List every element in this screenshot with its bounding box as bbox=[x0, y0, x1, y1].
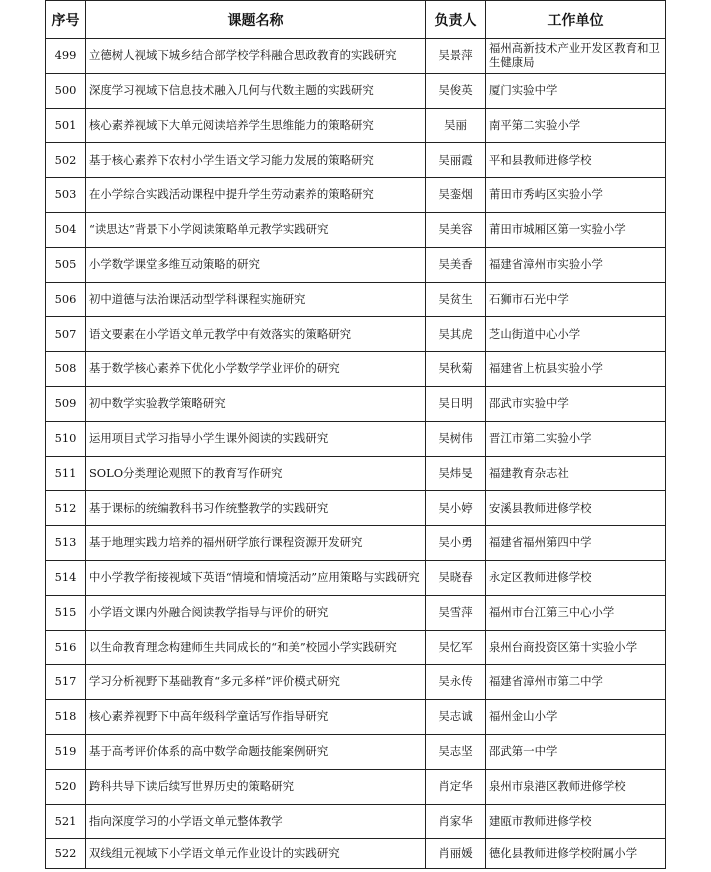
row-leader: 吴树伟 bbox=[426, 421, 486, 456]
row-leader: 吴美香 bbox=[426, 247, 486, 282]
row-number: 519 bbox=[46, 734, 86, 769]
table-row bbox=[46, 700, 666, 735]
row-title: 核心素养视野下中高年级科学童话写作指导研究 bbox=[86, 700, 426, 735]
row-number: 513 bbox=[46, 526, 86, 561]
table-row bbox=[46, 212, 666, 247]
row-number: 516 bbox=[46, 630, 86, 665]
row-title: 小学语文课内外融合阅读教学指导与评价的研究 bbox=[86, 595, 426, 630]
row-leader: 吴晓春 bbox=[426, 560, 486, 595]
row-title: 在小学综合实践活动课程中提升学生劳动素养的策略研究 bbox=[86, 178, 426, 213]
row-leader: 肖定华 bbox=[426, 769, 486, 804]
table-row bbox=[46, 560, 666, 595]
row-unit: 莆田市城厢区第一实验小学 bbox=[486, 212, 666, 247]
table-row bbox=[46, 665, 666, 700]
row-title: 中小学教学衔接视域下英语“情境和情境活动”应用策略与实践研究 bbox=[86, 560, 426, 595]
row-title: 语文要素在小学语文单元教学中有效落实的策略研究 bbox=[86, 317, 426, 352]
row-unit: 建瓯市教师进修学校 bbox=[486, 804, 666, 839]
row-number: 506 bbox=[46, 282, 86, 317]
table-row bbox=[46, 491, 666, 526]
row-leader: 吴贫生 bbox=[426, 282, 486, 317]
row-unit: 莆田市秀屿区实验小学 bbox=[486, 178, 666, 213]
row-leader: 吴景萍 bbox=[426, 39, 486, 74]
table-row bbox=[46, 178, 666, 213]
row-title: 初中道德与法治课活动型学科课程实施研究 bbox=[86, 282, 426, 317]
row-number: 502 bbox=[46, 143, 86, 178]
row-leader: 吴俊英 bbox=[426, 73, 486, 108]
row-leader: 吴小勇 bbox=[426, 526, 486, 561]
table-row bbox=[46, 247, 666, 282]
row-unit: 泉州台商投资区第十实验小学 bbox=[486, 630, 666, 665]
table-row bbox=[46, 317, 666, 352]
table-row bbox=[46, 769, 666, 804]
row-leader: 肖家华 bbox=[426, 804, 486, 839]
row-leader: 吴雪萍 bbox=[426, 595, 486, 630]
row-unit: 邵武第一中学 bbox=[486, 734, 666, 769]
table-row bbox=[46, 421, 666, 456]
row-number: 517 bbox=[46, 665, 86, 700]
row-number: 503 bbox=[46, 178, 86, 213]
row-leader: 吴忆军 bbox=[426, 630, 486, 665]
row-number: 512 bbox=[46, 491, 86, 526]
row-unit: 安溪县教师进修学校 bbox=[486, 491, 666, 526]
row-title: 基于核心素养下农村小学生语文学习能力发展的策略研究 bbox=[86, 143, 426, 178]
row-unit: 福建省漳州市第二中学 bbox=[486, 665, 666, 700]
row-title: 核心素养视域下大单元阅读培养学生思维能力的策略研究 bbox=[86, 108, 426, 143]
table-row bbox=[46, 630, 666, 665]
table-row bbox=[46, 282, 666, 317]
row-title: 基于高考评价体系的高中数学命题技能案例研究 bbox=[86, 734, 426, 769]
table-row bbox=[46, 39, 666, 74]
table-row bbox=[46, 386, 666, 421]
row-title: “读思达”背景下小学阅读策略单元教学实践研究 bbox=[86, 212, 426, 247]
row-leader: 吴炜旻 bbox=[426, 456, 486, 491]
row-number: 501 bbox=[46, 108, 86, 143]
row-number: 515 bbox=[46, 595, 86, 630]
header-number: 序号 bbox=[46, 1, 86, 39]
row-leader: 吴志坚 bbox=[426, 734, 486, 769]
row-title: 初中数学实验教学策略研究 bbox=[86, 386, 426, 421]
row-title: 运用项目式学习指导小学生课外阅读的实践研究 bbox=[86, 421, 426, 456]
row-number: 510 bbox=[46, 421, 86, 456]
row-number: 509 bbox=[46, 386, 86, 421]
row-title: 学习分析视野下基础教育“多元多样”评价模式研究 bbox=[86, 665, 426, 700]
table-row bbox=[46, 143, 666, 178]
row-leader: 吴小婷 bbox=[426, 491, 486, 526]
row-unit: 福建省上杭县实验小学 bbox=[486, 352, 666, 387]
row-leader: 肖丽媛 bbox=[426, 839, 486, 869]
row-unit: 晋江市第二实验小学 bbox=[486, 421, 666, 456]
row-leader: 吴銮烟 bbox=[426, 178, 486, 213]
row-unit: 福州市台江第三中心小学 bbox=[486, 595, 666, 630]
table-row bbox=[46, 595, 666, 630]
row-unit: 福州高新技术产业开发区教育和卫生健康局 bbox=[486, 39, 666, 74]
row-title: 小学数学课堂多维互动策略的研究 bbox=[86, 247, 426, 282]
project-table bbox=[45, 0, 666, 869]
row-number: 499 bbox=[46, 39, 86, 74]
row-leader: 吴秋菊 bbox=[426, 352, 486, 387]
row-leader: 吴日明 bbox=[426, 386, 486, 421]
row-unit: 福建教育杂志社 bbox=[486, 456, 666, 491]
header-title: 课题名称 bbox=[86, 1, 426, 39]
table-row bbox=[46, 108, 666, 143]
row-title: 基于课标的统编教科书习作统整教学的实践研究 bbox=[86, 491, 426, 526]
row-leader: 吴其虎 bbox=[426, 317, 486, 352]
row-leader: 吴丽 bbox=[426, 108, 486, 143]
row-title: 双线组元视域下小学语文单元作业设计的实践研究 bbox=[86, 839, 426, 869]
row-number: 500 bbox=[46, 73, 86, 108]
row-unit: 福建省福州第四中学 bbox=[486, 526, 666, 561]
row-number: 505 bbox=[46, 247, 86, 282]
row-unit: 平和县教师进修学校 bbox=[486, 143, 666, 178]
row-unit: 邵武市实验中学 bbox=[486, 386, 666, 421]
row-title: SOLO分类理论观照下的教育写作研究 bbox=[86, 456, 426, 491]
row-title: 立德树人视域下城乡结合部学校学科融合思政教育的实践研究 bbox=[86, 39, 426, 74]
row-leader: 吴志诚 bbox=[426, 700, 486, 735]
row-number: 511 bbox=[46, 456, 86, 491]
row-unit: 泉州市泉港区教师进修学校 bbox=[486, 769, 666, 804]
row-unit: 南平第二实验小学 bbox=[486, 108, 666, 143]
row-number: 507 bbox=[46, 317, 86, 352]
row-title: 基于数学核心素养下优化小学数学学业评价的研究 bbox=[86, 352, 426, 387]
row-number: 508 bbox=[46, 352, 86, 387]
table-row bbox=[46, 839, 666, 869]
row-leader: 吴丽霞 bbox=[426, 143, 486, 178]
row-number: 518 bbox=[46, 700, 86, 735]
row-number: 520 bbox=[46, 769, 86, 804]
row-unit: 德化县教师进修学校附属小学 bbox=[486, 839, 666, 869]
table-row bbox=[46, 456, 666, 491]
row-leader: 吴美容 bbox=[426, 212, 486, 247]
row-number: 504 bbox=[46, 212, 86, 247]
header-row bbox=[46, 1, 666, 39]
row-unit: 芝山街道中心小学 bbox=[486, 317, 666, 352]
row-number: 521 bbox=[46, 804, 86, 839]
row-unit: 厦门实验中学 bbox=[486, 73, 666, 108]
row-unit: 永定区教师进修学校 bbox=[486, 560, 666, 595]
row-unit: 石狮市石光中学 bbox=[486, 282, 666, 317]
row-title: 基于地理实践力培养的福州研学旅行课程资源开发研究 bbox=[86, 526, 426, 561]
row-unit: 福建省漳州市实验小学 bbox=[486, 247, 666, 282]
table-row bbox=[46, 526, 666, 561]
row-unit: 福州金山小学 bbox=[486, 700, 666, 735]
row-number: 514 bbox=[46, 560, 86, 595]
row-title: 深度学习视域下信息技术融入几何与代数主题的实践研究 bbox=[86, 73, 426, 108]
table-row bbox=[46, 804, 666, 839]
table-row bbox=[46, 73, 666, 108]
row-title: 跨科共导下读后续写世界历史的策略研究 bbox=[86, 769, 426, 804]
row-title: 以生命教育理念构建师生共同成长的“和美”校园小学实践研究 bbox=[86, 630, 426, 665]
table-row bbox=[46, 734, 666, 769]
row-title: 指向深度学习的小学语文单元整体教学 bbox=[86, 804, 426, 839]
row-leader: 吴永传 bbox=[426, 665, 486, 700]
header-leader: 负责人 bbox=[426, 1, 486, 39]
row-number: 522 bbox=[46, 839, 86, 869]
table-row bbox=[46, 352, 666, 387]
header-unit: 工作单位 bbox=[486, 1, 666, 39]
